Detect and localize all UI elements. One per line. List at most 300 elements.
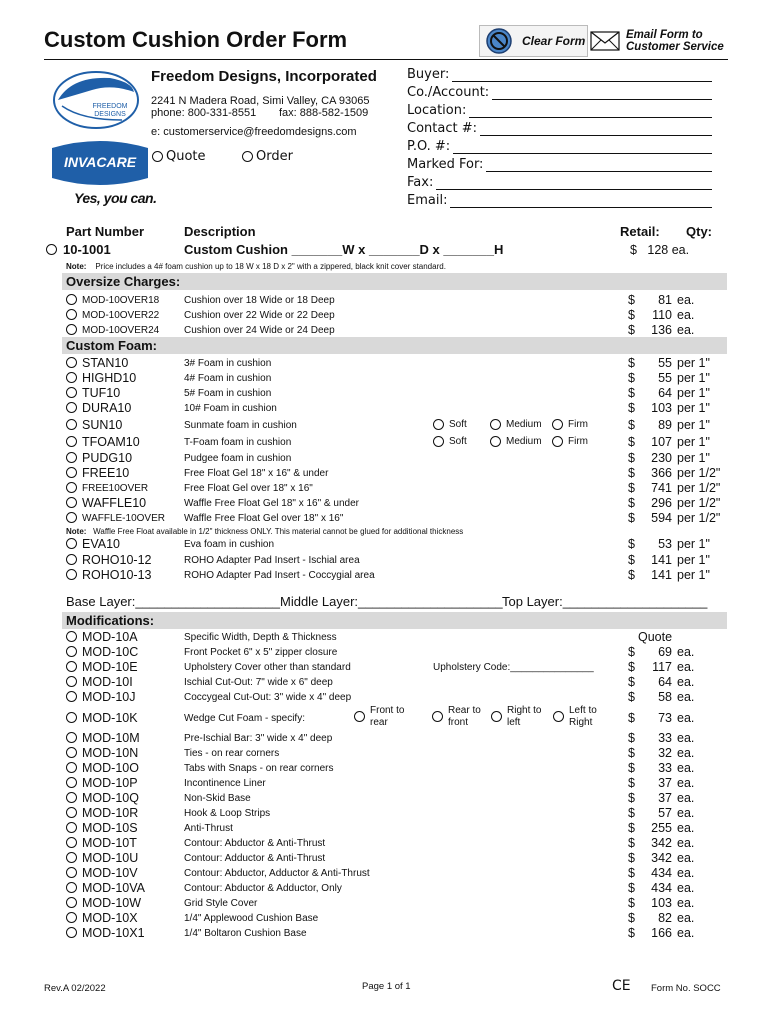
buyer-field-line[interactable] [450, 196, 712, 208]
item-price: 296 [651, 496, 672, 510]
item-unit: per 1" [677, 435, 710, 449]
item-unit: ea. [677, 821, 695, 835]
wedge-radio[interactable] [491, 711, 502, 722]
item-radio[interactable] [66, 882, 77, 893]
item-radio[interactable] [66, 732, 77, 743]
mods-heading: Modifications: [62, 612, 727, 629]
firmness-radio[interactable] [490, 436, 501, 447]
item-desc: 1/4" Applewood Cushion Base [184, 913, 319, 924]
item-code: FREE10 [82, 466, 130, 480]
item-radio[interactable] [66, 419, 77, 430]
logo-text-1: FREEDOM [92, 103, 128, 110]
item-desc: 3# Foam in cushion [184, 358, 272, 369]
main-item[interactable] [46, 242, 111, 257]
item-price: 81 [658, 293, 672, 307]
wedge-label: Right to left [507, 705, 542, 728]
item-code: MOD-10S [82, 821, 138, 835]
main-item-note [66, 262, 446, 271]
item-desc: Upholstery Cover other than standard [184, 662, 351, 673]
item-row [0, 466, 770, 481]
item-unit: ea. [677, 851, 695, 865]
item-row [0, 690, 770, 705]
col-description: Description [184, 224, 256, 239]
item-radio[interactable] [66, 691, 77, 702]
company-fax: fax: 888-582-1509 [279, 107, 369, 119]
item-radio[interactable] [66, 497, 77, 508]
firmness-label: Medium [506, 419, 542, 430]
item-row [0, 537, 770, 552]
item-row [0, 553, 770, 568]
item-radio[interactable] [66, 357, 77, 368]
quote-label: Quote [166, 149, 206, 164]
item-desc: Contour: Abductor & Adductor, Only [184, 883, 342, 894]
dollar-sign: $ [628, 806, 635, 820]
dollar-sign: $ [628, 675, 635, 689]
item-desc: Tabs with Snaps - on rear corners [184, 763, 334, 774]
dollar-sign: $ [628, 511, 635, 525]
item-radio[interactable] [66, 852, 77, 863]
item-unit: ea. [677, 731, 695, 745]
item-price: 82 [658, 911, 672, 925]
company-email: e: customerservice@freedomdesigns.com [151, 126, 357, 138]
order-option[interactable] [242, 149, 293, 164]
base-layer-field[interactable]: Base Layer:____________________ [66, 594, 280, 609]
item-price: 107 [651, 435, 672, 449]
item-row [0, 926, 770, 941]
firmness-radio[interactable] [552, 419, 563, 430]
item-unit: per 1" [677, 553, 710, 567]
item-price: 73 [658, 711, 672, 725]
item-unit: ea. [677, 645, 695, 659]
item-row [0, 836, 770, 851]
buyer-field-line[interactable] [486, 160, 712, 172]
order-radio[interactable] [242, 151, 253, 162]
dollar-sign: $ [628, 881, 635, 895]
dollar-sign: $ [628, 866, 635, 880]
dollar-sign: $ [628, 731, 635, 745]
item-desc: Cushion over 24 Wide or 24 Deep [184, 325, 335, 336]
brand-text: INVACARE [63, 154, 137, 170]
item-code: MOD-10W [82, 896, 142, 910]
wedge-radio[interactable] [354, 711, 365, 722]
item-price: 57 [658, 806, 672, 820]
item-row [0, 675, 770, 690]
item-unit: ea. [677, 675, 695, 689]
wedge-option[interactable] [491, 705, 543, 729]
item-code: MOD-10VA [82, 881, 145, 895]
item-code: MOD-10M [82, 731, 140, 745]
dollar-sign: $ [628, 481, 635, 495]
buyer-field[interactable] [407, 64, 712, 82]
oversize-heading: Oversize Charges: [62, 273, 727, 290]
item-radio[interactable] [66, 309, 77, 320]
buyer-field-label: Email: [407, 193, 448, 208]
quote-option[interactable] [152, 149, 206, 164]
revision: Rev.A 02/2022 [44, 983, 106, 994]
foam-heading: Custom Foam: [62, 337, 727, 354]
quote-radio[interactable] [152, 151, 163, 162]
firmness-option[interactable] [552, 436, 588, 447]
dollar-sign: $ [628, 568, 635, 582]
item-radio[interactable] [66, 467, 77, 478]
main-item-desc: Custom Cushion _______W x _______D x _______H [184, 242, 504, 257]
dollar-sign: $ [628, 926, 635, 940]
item-price: 37 [658, 791, 672, 805]
firmness-radio[interactable] [490, 419, 501, 430]
buyer-field-line[interactable] [480, 124, 712, 136]
company-address: 2241 N Madera Road, Simi Valley, CA 93065 [151, 95, 370, 107]
item-unit: per 1" [677, 386, 710, 400]
item-row [0, 418, 770, 433]
item-price: 53 [658, 537, 672, 551]
item-desc: Ischial Cut-Out: 7" wide x 6" deep [184, 677, 333, 688]
wedge-option[interactable] [553, 705, 605, 729]
item-price: 136 [651, 323, 672, 337]
item-price: 434 [651, 881, 672, 895]
logo-text-2: DESIGNS [94, 111, 126, 118]
tagline: Yes, you can. [74, 190, 157, 206]
item-radio[interactable] [66, 324, 77, 335]
dollar-sign: $ [628, 711, 635, 725]
foam-note-label: Note: [66, 527, 87, 536]
item-radio[interactable] [66, 747, 77, 758]
item-price: 32 [658, 746, 672, 760]
item-radio[interactable] [66, 372, 77, 383]
item-unit: per 1" [677, 537, 710, 551]
item-unit: per 1" [677, 371, 710, 385]
form-number: Form No. SOCC [651, 983, 721, 994]
item-unit: per 1/2" [677, 496, 721, 510]
dollar-sign: $ [628, 435, 635, 449]
buyer-field-line[interactable] [469, 106, 712, 118]
item-radio[interactable] [66, 512, 77, 523]
item-price: 255 [651, 821, 672, 835]
buyer-field[interactable] [407, 154, 712, 172]
item-code: PUDG10 [82, 451, 133, 465]
item-unit: ea. [677, 660, 695, 674]
item-desc: Non-Skid Base [184, 793, 251, 804]
invacare-logo [50, 140, 150, 191]
item-code: MOD-10OVER18 [82, 295, 160, 306]
item-unit: ea. [677, 308, 695, 322]
firmness-option[interactable] [433, 419, 467, 430]
item-price: 58 [658, 690, 672, 704]
buyer-field[interactable] [407, 136, 712, 154]
email-label-line2: Customer Service [626, 41, 724, 53]
item-desc: Ties - on rear corners [184, 748, 280, 759]
buyer-field-label: Fax: [407, 175, 434, 190]
item-unit: ea. [677, 690, 695, 704]
item-radio[interactable] [66, 822, 77, 833]
dollar-sign: $ [628, 401, 635, 415]
item-code: FREE10OVER [82, 483, 149, 494]
item-row [0, 386, 770, 401]
item-unit: ea. [677, 293, 695, 307]
item-row [0, 821, 770, 836]
item-code: SUN10 [82, 418, 123, 432]
foam-note-text: Waffle Free Float available in 1/2" thickness ONLY. This material cannot be glued for additional thickness [93, 527, 464, 536]
item-radio[interactable] [66, 676, 77, 687]
item-desc: Free Float Gel over 18" x 16" [184, 483, 313, 494]
item-row [0, 896, 770, 911]
item-price: 741 [651, 481, 672, 495]
dollar-sign: $ [628, 308, 635, 322]
item-radio[interactable] [66, 792, 77, 803]
item-row [0, 630, 770, 645]
item-price: 89 [658, 418, 672, 432]
item-row [0, 308, 770, 323]
buyer-field[interactable] [407, 190, 712, 208]
item-unit: ea. [677, 711, 695, 725]
dollar-sign: $ [628, 660, 635, 674]
item-code: MOD-10O [82, 761, 139, 775]
item-price: 366 [651, 466, 672, 480]
dollar-sign: $ [628, 537, 635, 551]
top-layer-field[interactable]: Top Layer:____________________ [502, 594, 708, 609]
buyer-field-line[interactable] [492, 88, 712, 100]
buyer-field-line[interactable] [436, 178, 712, 190]
item-code: MOD-10E [82, 660, 138, 674]
item-radio[interactable] [66, 631, 77, 642]
item-radio[interactable] [66, 837, 77, 848]
dollar-sign: $ [628, 896, 635, 910]
item-row [0, 881, 770, 896]
buyer-field-label: Co./Account: [407, 85, 490, 100]
wedge-radio[interactable] [553, 711, 564, 722]
item-unit: per 1" [677, 401, 710, 415]
item-row [0, 451, 770, 466]
main-item-radio[interactable] [46, 244, 57, 255]
item-code: MOD-10P [82, 776, 138, 790]
wedge-radio[interactable] [432, 711, 443, 722]
item-code: HIGHD10 [82, 371, 137, 385]
item-code: ROHO10-12 [82, 553, 152, 567]
item-desc: Cushion over 22 Wide or 22 Deep [184, 310, 335, 321]
wedge-label: Rear to front [448, 705, 481, 728]
item-price: 110 [652, 308, 672, 322]
item-row [0, 866, 770, 881]
item-unit: per 1/2" [677, 511, 721, 525]
upholstery-code-field[interactable]: Upholstery Code:_______________ [433, 662, 594, 673]
item-unit: per 1" [677, 451, 710, 465]
item-radio[interactable] [66, 867, 77, 878]
item-radio[interactable] [66, 897, 77, 908]
firmness-option[interactable] [490, 419, 542, 430]
item-price: 434 [651, 866, 672, 880]
firmness-radio[interactable] [433, 436, 444, 447]
item-row [0, 356, 770, 371]
firmness-label: Medium [506, 436, 542, 447]
buyer-field[interactable] [407, 118, 712, 136]
wedge-option[interactable] [354, 705, 406, 729]
clear-icon [482, 27, 516, 55]
buyer-field-line[interactable] [452, 70, 712, 82]
item-code: MOD-10A [82, 630, 138, 644]
buyer-field-line[interactable] [453, 142, 712, 154]
item-price: 103 [651, 401, 672, 415]
dollar-sign: $ [628, 821, 635, 835]
dollar-sign: $ [628, 323, 635, 337]
item-price: 55 [658, 371, 672, 385]
item-price: 594 [651, 511, 672, 525]
item-unit: ea. [677, 791, 695, 805]
item-desc: Cushion over 18 Wide or 18 Deep [184, 295, 335, 306]
item-code: DURA10 [82, 401, 132, 415]
item-desc: Incontinence Liner [184, 778, 266, 789]
item-radio[interactable] [66, 912, 77, 923]
firmness-label: Soft [449, 436, 467, 447]
item-code: EVA10 [82, 537, 120, 551]
dollar-sign: $ [628, 746, 635, 760]
item-radio[interactable] [66, 569, 77, 580]
dollar-sign: $ [628, 371, 635, 385]
item-unit: ea. [677, 806, 695, 820]
item-radio[interactable] [66, 387, 77, 398]
firmness-option[interactable] [433, 436, 467, 447]
item-desc: Contour: Abductor, Adductor & Anti-Thrust [184, 868, 370, 879]
item-radio[interactable] [66, 762, 77, 773]
dollar-sign: $ [628, 911, 635, 925]
item-desc: Contour: Abductor & Anti-Thrust [184, 838, 326, 849]
buyer-field-label: Location: [407, 103, 467, 118]
item-radio[interactable] [66, 538, 77, 549]
item-row [0, 511, 770, 526]
item-radio[interactable] [66, 452, 77, 463]
item-unit: ea. [677, 761, 695, 775]
item-code: MOD-10J [82, 690, 136, 704]
item-row [0, 660, 770, 675]
freedom-designs-logo [52, 70, 140, 135]
wedge-option[interactable] [432, 705, 484, 729]
item-radio[interactable] [66, 554, 77, 565]
item-code: MOD-10V [82, 866, 138, 880]
firmness-option[interactable] [552, 419, 588, 430]
item-price: 141 [651, 568, 672, 582]
note-label: Note: [66, 262, 87, 271]
item-radio[interactable] [66, 436, 77, 447]
item-code: TFOAM10 [82, 435, 140, 449]
dollar-sign: $ [628, 356, 635, 370]
email-form-label [626, 29, 724, 53]
page-number: Page 1 of 1 [362, 981, 411, 992]
buyer-field[interactable] [407, 172, 712, 190]
item-code: MOD-10Q [82, 791, 139, 805]
item-code: TUF10 [82, 386, 121, 400]
wedge-label: Front to rear [370, 705, 405, 728]
item-radio[interactable] [66, 927, 77, 938]
item-row [0, 401, 770, 416]
buyer-field-label: Contact #: [407, 121, 477, 136]
col-retail: Retail: [620, 224, 660, 239]
item-radio[interactable] [66, 661, 77, 672]
item-desc: 10# Foam in cushion [184, 403, 277, 414]
wedge-label: Left to Right [569, 705, 597, 728]
item-price: 342 [651, 836, 672, 850]
col-qty: Qty: [686, 224, 712, 239]
item-radio[interactable] [66, 807, 77, 818]
item-row [0, 568, 770, 583]
item-unit: per 1" [677, 356, 710, 370]
item-desc: Waffle Free Float Gel over 18" x 16" [184, 513, 344, 524]
middle-layer-field[interactable]: Middle Layer:____________________ [280, 594, 503, 609]
dollar-sign: $ [628, 293, 635, 307]
item-unit: per 1" [677, 418, 710, 432]
clear-form-button[interactable] [479, 25, 588, 57]
item-price: 55 [658, 356, 672, 370]
item-desc: Sunmate foam in cushion [184, 420, 297, 431]
item-desc: Wedge Cut Foam - specify: [184, 713, 305, 724]
item-row [0, 791, 770, 806]
note-text: Price includes a 4# foam cushion up to 18 W x 18 D x 2" with a zippered, black knit cover standard. [95, 262, 446, 271]
item-desc: Pudgee foam in cushion [184, 453, 292, 464]
item-radio[interactable] [66, 646, 77, 657]
item-code: WAFFLE-10OVER [82, 513, 165, 524]
item-unit: ea. [677, 746, 695, 760]
dollar-sign: $ [628, 451, 635, 465]
item-desc: 1/4" Boltaron Cushion Base [184, 928, 307, 939]
col-part-number: Part Number [66, 224, 145, 239]
dollar-sign: $ [628, 386, 635, 400]
dollar-sign: $ [628, 466, 635, 480]
buyer-field[interactable] [407, 82, 712, 100]
dollar-sign: $ [628, 418, 635, 432]
email-form-button[interactable] [590, 25, 730, 57]
firmness-option[interactable] [490, 436, 542, 447]
item-desc: Free Float Gel 18" x 16" & under [184, 468, 329, 479]
clear-form-label: Clear Form [522, 34, 586, 48]
buyer-field-label: Buyer: [407, 67, 450, 82]
item-price: 141 [651, 553, 672, 567]
item-code: MOD-10K [82, 711, 138, 725]
item-code: MOD-10N [82, 746, 139, 760]
item-desc: Hook & Loop Strips [184, 808, 271, 819]
item-price: 37 [658, 776, 672, 790]
buyer-field-label: P.O. #: [407, 139, 451, 154]
firmness-radio[interactable] [552, 436, 563, 447]
item-unit: per 1/2" [677, 481, 721, 495]
item-radio[interactable] [66, 712, 77, 723]
item-unit: ea. [677, 776, 695, 790]
item-row [0, 645, 770, 660]
firmness-radio[interactable] [433, 419, 444, 430]
item-unit: ea. [677, 866, 695, 880]
item-desc: Eva foam in cushion [184, 539, 275, 550]
item-unit: ea. [677, 323, 695, 337]
order-label: Order [256, 149, 293, 164]
item-radio[interactable] [66, 482, 77, 493]
item-row [0, 731, 770, 746]
item-radio[interactable] [66, 402, 77, 413]
dollar-sign: $ [628, 496, 635, 510]
item-row [0, 293, 770, 308]
buyer-field[interactable] [407, 100, 712, 118]
item-unit: ea. [677, 836, 695, 850]
item-radio[interactable] [66, 777, 77, 788]
item-price: 69 [658, 645, 672, 659]
item-price: 103 [651, 896, 672, 910]
page-title: Custom Cushion Order Form [44, 27, 348, 52]
item-unit: ea. [677, 896, 695, 910]
item-code: STAN10 [82, 356, 129, 370]
item-row [0, 911, 770, 926]
header-divider [44, 59, 728, 60]
dollar-sign: $ [628, 851, 635, 865]
item-radio[interactable] [66, 294, 77, 305]
envelope-icon [590, 30, 620, 52]
item-desc: ROHO Adapter Pad Insert - Coccygial area [184, 570, 375, 581]
item-price: 342 [651, 851, 672, 865]
item-price: 64 [658, 386, 672, 400]
